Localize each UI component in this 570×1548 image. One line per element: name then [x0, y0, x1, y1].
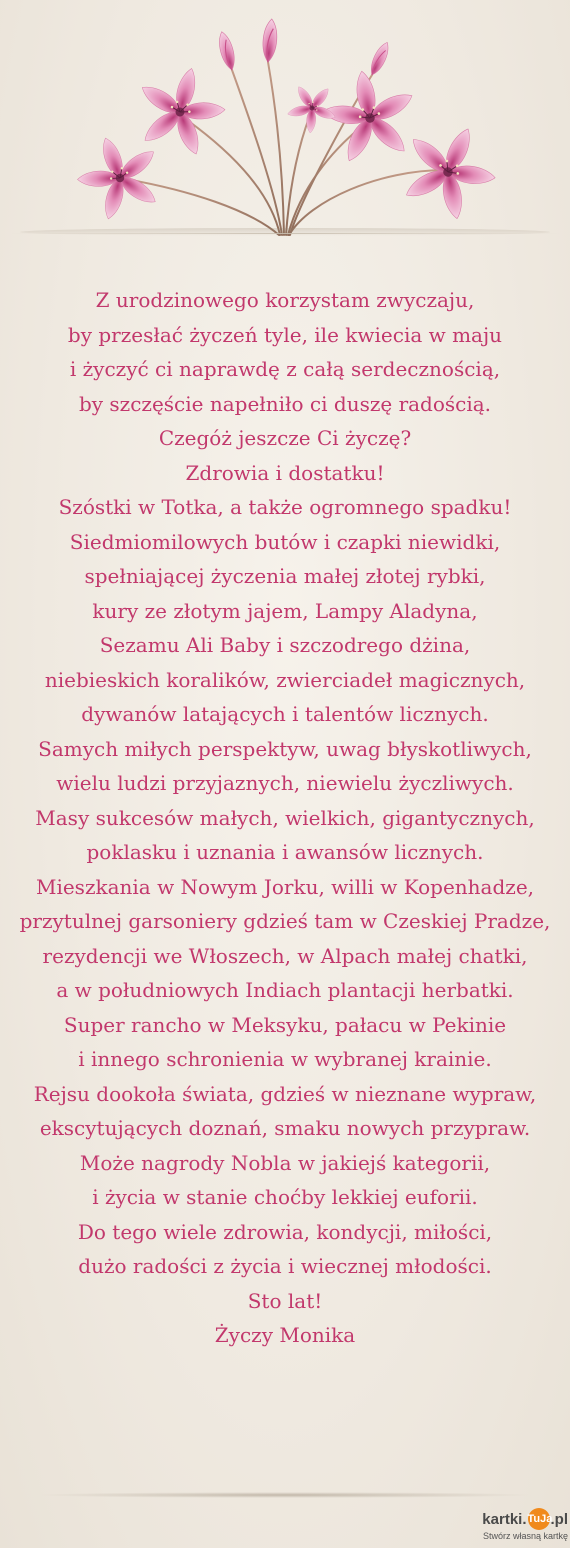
poem-line: Sto lat! [247, 1288, 323, 1313]
poem-line: przytulnej garsoniery gdzieś tam w Czeskiej Pradze, [19, 909, 551, 933]
logo-wordmark [462, 1508, 568, 1530]
poem-line: by szczęście napełniło ci duszę radością. [78, 391, 492, 416]
poem-line: poklasku i uznania i awansów licznych. [86, 840, 484, 864]
poem-signature: Życzy Monika [214, 1323, 356, 1347]
logo-prefix: kartki. [482, 1510, 527, 1528]
logo-badge: TuJa [528, 1508, 550, 1530]
poem-line: niebieskich koralików, zwierciadeł magicznych, [44, 667, 526, 692]
poem-line: wielu ludzi przyjaznych, niewielu życzliwych. [56, 771, 514, 795]
bottom-shadow [35, 1492, 535, 1498]
poem-line: dużo radości z życia i wiecznej młodości. [78, 1254, 492, 1278]
poem-line: Sezamu Ali Baby i szczodrego dżina, [99, 633, 471, 657]
poem-line: spełniającej życzenia małej złotej rybki, [84, 564, 486, 588]
poem-line: rezydencji we Włoszech, w Alpach małej chatki, [42, 943, 528, 968]
poem-line: Czegóż jeszcze Ci życzę? [158, 426, 412, 450]
logo-tagline: Stwórz własną kartkę [482, 1531, 568, 1541]
poem-line: i życia w stanie choćby lekkiej euforii. [92, 1185, 478, 1209]
poem-line: ekscytujących doznań, smaku nowych przypraw. [39, 1116, 531, 1140]
poem-line: Zdrowia i dostatku! [185, 460, 385, 485]
flowers-illustration [0, 0, 570, 250]
poem-line: by przesłać życzeń tyle, ile kwiecia w maju [67, 322, 503, 347]
poem-line: Szóstki w Totka, a także ogromnego spadku! [58, 495, 512, 519]
poem-line: i życzyć ci naprawdę z całą serdecznością, [69, 357, 501, 381]
poem-line: Mieszkania w Nowym Jorku, willi w Kopenhadze, [35, 874, 535, 899]
poem-line: Do tego wiele zdrowia, kondycji, miłości, [77, 1219, 493, 1244]
pocket-shadow [20, 228, 550, 236]
pocket-edge [10, 233, 560, 234]
poem-line: Super rancho w Meksyku, pałacu w Pekinie [63, 1012, 507, 1037]
poem-line: Masy sukcesów małych, wielkich, gigantycznych, [35, 805, 535, 830]
poem-line: Z urodzinowego korzystam zwyczaju, [95, 288, 475, 312]
poem-text [0, 283, 570, 1353]
poem-line: dywanów latających i talentów licznych. [81, 702, 489, 726]
poem-line: Może nagrody Nobla w jakiejś kategorii, [79, 1150, 491, 1175]
poem-line: Samych miłych perspektyw, uwag błyskotliwych, [38, 736, 532, 761]
poem-line: Siedmiomilowych butów i czapki niewidki, [69, 529, 501, 554]
poem-line: Rejsu dookoła świata, gdzieś w nieznane wypraw, [33, 1081, 537, 1106]
logo-suffix: .pl [550, 1510, 568, 1528]
kartki-logo[interactable] [462, 1508, 568, 1546]
poem-line: kury ze złotym jajem, Lampy Aladyna, [92, 598, 478, 623]
poem-line: a w południowych Indiach plantacji herbatki. [56, 978, 514, 1002]
poem-line: i innego schronienia w wybranej krainie. [78, 1047, 492, 1071]
